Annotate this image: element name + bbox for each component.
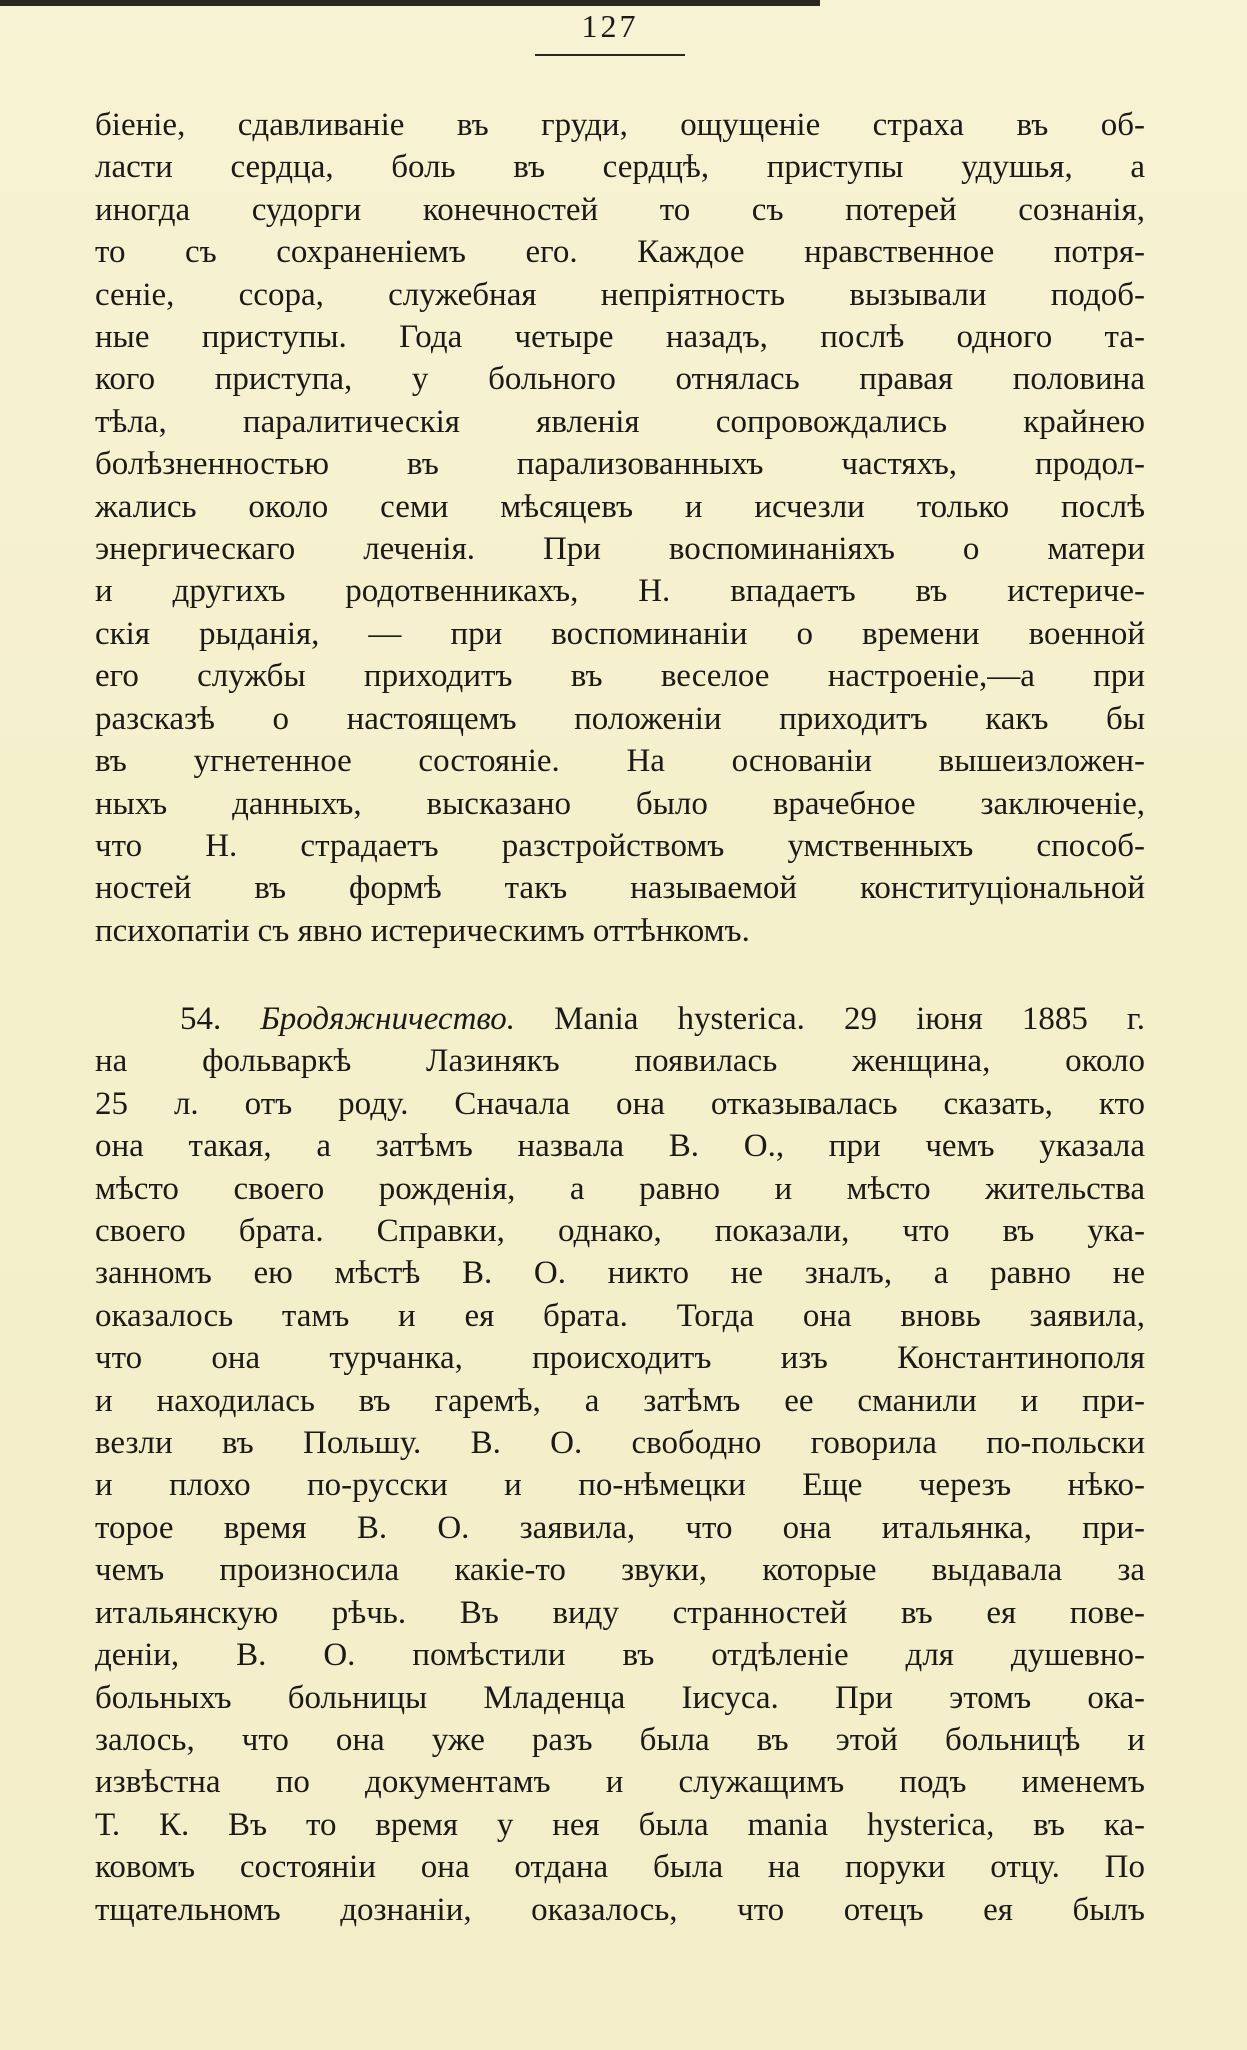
text-line: ласти сердца, боль въ сердцѣ, приступы удушья, а [95,149,1145,186]
text-line: иногда судорги конечностей то съ потерей сознанія, [95,191,1145,228]
page-number-underline [535,54,685,56]
text-line: и находилась въ гаремѣ, а затѣмъ ее сманили и при- [95,1382,1145,1419]
text-line: въ угнетенное состояніе. На основаніи вышеизложен- [95,743,1145,780]
text-line: тщательномъ дознаніи, оказалось, что отецъ ея былъ [95,1891,1145,1928]
text-line: своего брата. Справки, однако, показали, что въ ука- [95,1213,1145,1250]
top-edge-rule [0,0,820,6]
text-line: тѣла, паралитическія явленія сопровождались крайнею [95,403,1145,440]
case-first-line-text: Mania hysterica. 29 іюня 1885 г. [554,1001,1145,1037]
text-line: итальянскую рѣчь. Въ виду странностей въ ея пове- [95,1594,1145,1631]
text-line: сеніе, ссора, служебная непріятность вызывали подоб- [95,276,1145,313]
text-line: чемъ произносила какіе-то звуки, которые выдавала за [95,1552,1145,1589]
text-line: занномъ ею мѣстѣ В. О. никто не зналъ, а равно не [95,1255,1145,1292]
text-line: ные приступы. Года четыре назадъ, послѣ одного та- [95,319,1145,356]
text-line: и плохо по-русски и по-нѣмецки Еще черезъ нѣко- [95,1467,1145,1504]
text-line: торое время В. О. заявила, что она итальянка, при- [95,1509,1145,1546]
text-line: больныхъ больницы Младенца Іисуса. При этомъ ока- [95,1679,1145,1716]
text-line: болѣзненностью въ парализованныхъ частяхъ, продол- [95,446,1145,483]
paragraph-continuation [95,104,1145,952]
text-line: деніи, В. О. помѣстили въ отдѣленіе для душевно- [95,1637,1145,1674]
text-line: мѣсто своего рожденія, а равно и мѣсто жительства [95,1170,1145,1207]
text-line: что Н. страдаетъ разстройствомъ умственныхъ способ- [95,827,1145,864]
page-number: 127 [581,8,639,44]
text-line: оказалось тамъ и ея брата. Тогда она вновь заявила, [95,1297,1145,1334]
text-line: энергическаго леченія. При воспоминаніяхъ о матери [95,531,1145,568]
case-54-first-line [95,998,1145,1040]
text-line: и другихъ родотвенникахъ, Н. впадаетъ въ истериче- [95,573,1145,610]
text-line: психопатіи съ явно истерическимъ оттѣнкомъ. [95,912,750,949]
text-line: біеніе, сдавливаніе въ груди, ощущеніе страха въ об- [95,107,1145,143]
text-line: ныхъ данныхъ, высказано было врачебное заключеніе, [95,785,1145,822]
text-line: 25 л. отъ роду. Сначала она отказывалась сказать, кто [95,1085,1145,1122]
text-line: то съ сохраненіемъ его. Каждое нравственное потря- [95,234,1145,271]
paragraph-case-54 [95,998,1145,1931]
text-line: на фольваркѣ Лазинякъ появилась женщина, около [95,1043,1145,1080]
text-line: скія рыданія, — при воспоминаніи о времени военной [95,615,1145,652]
text-line: она такая, а затѣмъ назвала В. О., при чемъ указала [95,1128,1145,1165]
text-line: его службы приходитъ въ веселое настроеніе,—а при [95,658,1145,695]
text-line: что она турчанка, происходитъ изъ Константинополя [95,1340,1145,1377]
text-line: залось, что она уже разъ была въ этой больницѣ и [95,1721,1145,1758]
text-line: извѣстна по документамъ и служащимъ подъ именемъ [95,1764,1145,1801]
text-line: ностей въ формѣ такъ называемой конституціональной [95,870,1145,907]
text-line: разсказѣ о настоящемъ положеніи приходитъ какъ бы [95,700,1145,737]
text-line: кого приступа, у больного отнялась правая половина [95,361,1145,398]
case-number: 54. [180,1001,222,1037]
text-line: жались около семи мѣсяцевъ и исчезли только послѣ [95,488,1145,525]
case-heading: Бродяжничество. [260,1001,516,1037]
text-line: Т. К. Въ то время у нея была mania hysterica, въ ка- [95,1806,1145,1843]
text-line: ковомъ состояніи она отдана была на поруки отцу. По [95,1849,1145,1886]
text-line: везли въ Польшу. В. О. свободно говорила по-польски [95,1425,1145,1462]
